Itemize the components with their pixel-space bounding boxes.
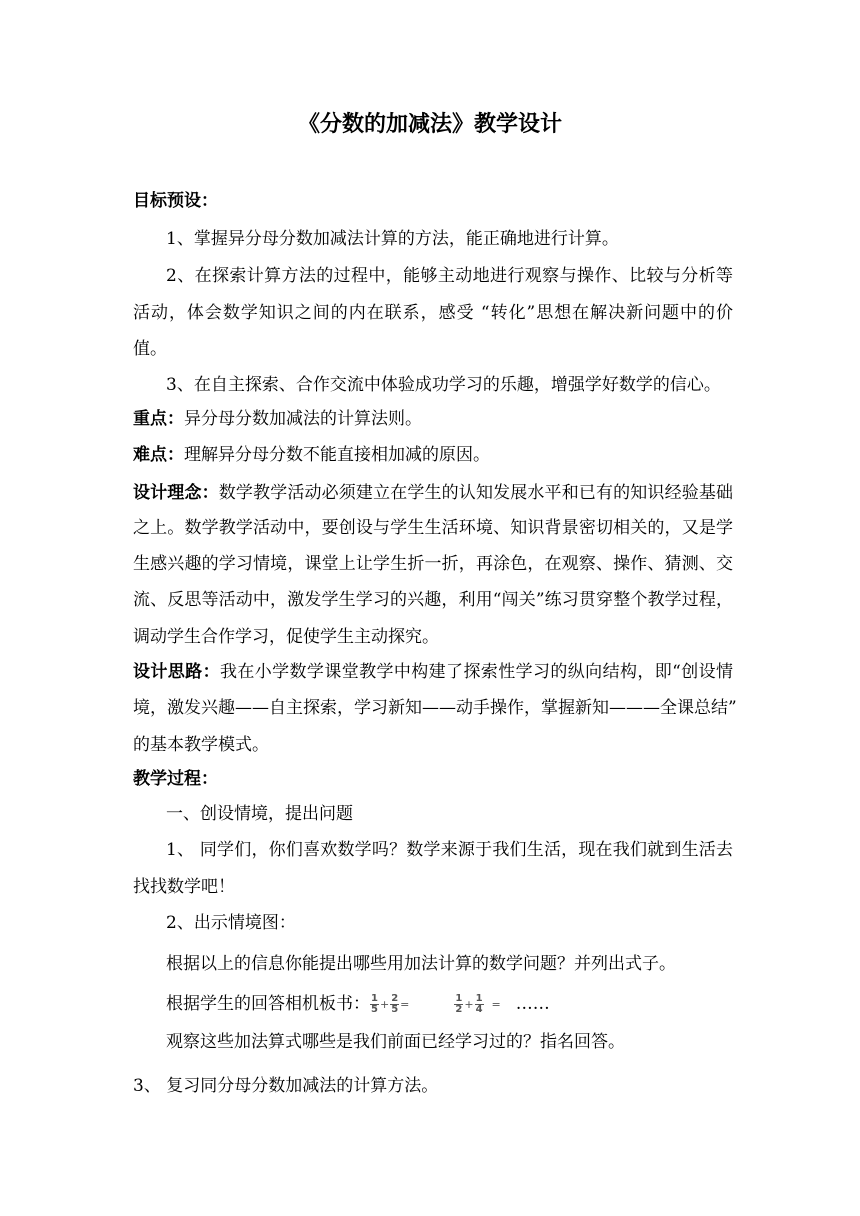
- objective-item-2-line-1: 2、在探索计算方法的过程中，能够主动地进行观察与操作、比较与分析等: [166, 266, 733, 286]
- fraction: $\frac{2}{5}$: [391, 993, 399, 1016]
- board-label: 根据学生的回答相机板书：: [166, 994, 370, 1014]
- document-title: 《分数的加减法》教学设计: [297, 112, 562, 137]
- plus-sign: +: [379, 997, 390, 1011]
- objective-item-2-line-3: 值。: [133, 339, 167, 359]
- difficulty: [133, 443, 733, 467]
- process-step-2: 2、出示情境图：: [166, 913, 296, 933]
- process-heading: 教学过程：: [133, 769, 218, 789]
- design-concept-line-1: [133, 481, 733, 505]
- process-step-1-line-2: 找找数学吧！: [133, 877, 235, 897]
- fraction: $\frac{1}{5}$: [371, 993, 378, 1016]
- objective-item-1: 1、掌握异分母分数加减法计算的方法，能正确地进行计算。: [166, 229, 619, 249]
- fraction: $\frac{1}{4}$: [475, 993, 483, 1016]
- equals-sign: =: [491, 997, 501, 1011]
- design-concept-label: 设计理念：: [133, 483, 219, 503]
- design-idea-line-2: 境，激发兴趣——自主探索，学习新知——动手操作，掌握新知———全课总结”: [133, 698, 737, 718]
- design-concept-text-1: 数学教学活动必须建立在学生的认知发展水平和已有的知识经验基础: [218, 483, 734, 503]
- formula-2: [454, 992, 501, 1017]
- process-question: 根据以上的信息你能提出哪些用加法计算的数学问题？并列出式子。: [166, 954, 676, 974]
- objective-item-3: 3、在自主探索、合作交流中体验成功学习的乐趣，增强学好数学的信心。: [166, 375, 721, 395]
- design-concept-line-3: 生感兴趣的学习情境，课堂上让学生折一折，再涂色，在观察、操作、猜测、交: [133, 554, 733, 574]
- plus-sign: +: [464, 997, 474, 1011]
- board-line: [166, 992, 766, 1017]
- process-observe: 观察这些加法算式哪些是我们前面已经学习过的？指名回答。: [166, 1032, 625, 1052]
- process-step-1-line-1: 1、 同学们，你们喜欢数学吗？数学来源于我们生活，现在我们就到生活去: [166, 840, 733, 860]
- design-idea-line-3: 的基本教学模式。: [133, 735, 269, 755]
- design-concept-line-4: 流、反思等活动中，激发学生学习的兴趣，利用“闯关”练习贯穿整个教学过程，: [133, 590, 733, 610]
- process-section-1: 一、创设情境，提出问题: [166, 804, 353, 824]
- difficulty-label: 难点：: [133, 445, 184, 465]
- fraction: $\frac{1}{2}$: [455, 993, 463, 1016]
- formula-1: [370, 992, 410, 1017]
- design-idea-line-1: [133, 660, 733, 684]
- difficulty-text: 理解异分母分数不能直接相加减的原因。: [184, 445, 490, 465]
- objective-item-2-line-2: 活动，体会数学知识之间的内在联系，感受 “转化”思想在解决新问题中的价: [133, 303, 733, 323]
- design-idea-label: 设计思路：: [133, 662, 220, 682]
- design-idea-text-1: 我在小学数学课堂教学中构建了探索性学习的纵向结构，即“创设情: [219, 662, 733, 682]
- equals-sign: =: [400, 997, 410, 1011]
- objectives-heading: 目标预设：: [133, 191, 218, 211]
- key-point: [133, 407, 733, 431]
- key-point-label: 重点：: [133, 409, 184, 429]
- ellipsis: ……: [515, 994, 550, 1014]
- design-concept-line-2: 之上。数学教学活动中，要创设与学生生活环境、知识背景密切相关的，又是学: [133, 518, 733, 538]
- design-concept-line-5: 调动学生合作学习，促使学生主动探究。: [133, 627, 439, 647]
- key-point-text: 异分母分数加减法的计算法则。: [184, 409, 422, 429]
- process-step-3: 3、 复习同分母分数加减法的计算方法。: [133, 1076, 439, 1096]
